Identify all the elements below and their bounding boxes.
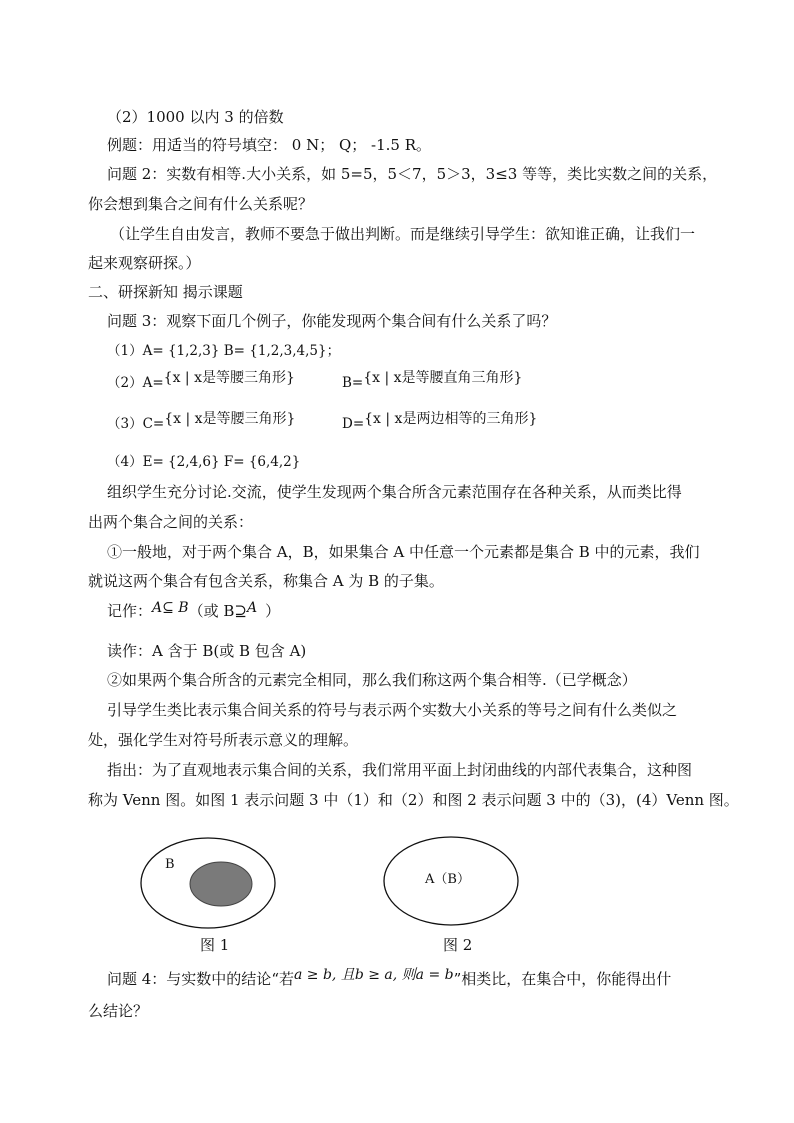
example-1: （1）A= {1,2,3} B= {1,2,3,4,5}； — [107, 343, 341, 359]
example-3-set-b: {x | x是两边相等的三角形} — [364, 411, 538, 427]
example-3-label-b: D= — [342, 416, 365, 432]
example-2-a — [107, 372, 295, 394]
notation-alt: （或 B⊇ — [188, 602, 247, 620]
notation-line — [107, 600, 280, 623]
question-4-formula: a ≥ b, 且b ≥ a, 则a = b — [293, 967, 454, 983]
example-2-label-a: （2）A= — [107, 375, 164, 391]
question-4-prefix: 问题 4：与实数中的结论“若 — [107, 970, 294, 988]
example-3-b — [342, 413, 537, 435]
question-4-line — [107, 968, 671, 991]
venn-intro-line: 指出：为了直观地表示集合间的关系，我们常用平面上封闭曲线的内部代表集合，这种图 — [107, 761, 693, 779]
venn-2-label: A（B） — [425, 872, 470, 887]
section-heading: 二、研探新知 揭示课题 — [88, 283, 243, 301]
question-3-line: 问题 3：观察下面几个例子，你能发现两个集合间有什么关系了吗？ — [107, 312, 557, 330]
example-4: （4）E= {2,4,6} F= {6,4,2} — [107, 454, 301, 470]
notation-prefix: 记作： — [107, 602, 153, 620]
question-4-cont: 么结论？ — [88, 1002, 149, 1020]
text-line-1: （2）1000 以内 3 的倍数 — [107, 108, 284, 126]
venn-1-label: B — [165, 857, 175, 872]
reading-line: 读作：A 含于 B(或 B 包含 A) — [107, 642, 307, 660]
guidance-cont: 处，强化学生对符号所表示意义的理解。 — [88, 731, 359, 749]
example-2-set-b: {x | x是等腰直角三角形} — [363, 370, 523, 386]
notation-close: ） — [265, 602, 281, 620]
note-cont: 起来观察研探。） — [88, 254, 201, 272]
example-3-label-a: （3）C= — [107, 416, 165, 432]
note-line: （让学生自由发言，教师不要急于做出判断。而是继续引导学生：欲知谁正确，让我们一 — [110, 225, 696, 243]
definition-line: ①一般地，对于两个集合 A，B，如果集合 A 中任意一个元素都是集合 B 中的元素，我们 — [107, 543, 700, 561]
example-2-b — [342, 372, 522, 394]
guidance-line: 引导学生类比表示集合间关系的符号与表示两个实数大小关系的等号之间有什么类似之 — [107, 701, 678, 719]
question-2-cont: 你会想到集合之间有什么关系呢？ — [88, 195, 314, 213]
figure-2-caption: 图 2 — [443, 936, 473, 954]
example-3-set-a: {x | x是等腰三角形} — [164, 411, 296, 427]
notation-subset: A⊆ B — [152, 600, 189, 616]
equality-line: ②如果两个集合所含的元素完全相同，那么我们称这两个集合相等.（已学概念） — [107, 671, 637, 689]
example-3-a — [107, 413, 295, 435]
venn-intro-cont: 称为 Venn 图。如图 1 表示问题 3 中（1）和（2）和图 2 表示问题 3 中的（3)，(4）Venn 图。 — [88, 791, 739, 809]
question-2-line: 问题 2：实数有相等.大小关系，如 5=5，5＜7，5＞3，3≤3 等等，类比实数之间的关系， — [107, 165, 718, 183]
notation-a: A — [246, 600, 258, 616]
venn-figure-1 — [138, 833, 278, 933]
example-2-label-b: B= — [342, 375, 364, 391]
inner-set-ellipse — [190, 862, 252, 906]
example-line: 例题：用适当的符号填空： 0 N； Q； -1.5 R。 — [107, 136, 432, 154]
discussion-line: 组织学生充分讨论.交流，使学生发现两个集合所含元素范围存在各种关系，从而类比得 — [107, 483, 682, 501]
question-4-suffix: ”相类比，在集合中，你能得出什 — [453, 970, 672, 988]
discussion-cont: 出两个集合之间的关系： — [88, 513, 254, 531]
example-2-set-a: {x | x是等腰三角形} — [163, 370, 295, 386]
definition-cont: 就说这两个集合有包含关系，称集合 A 为 B 的子集。 — [88, 572, 444, 590]
figure-1-caption: 图 1 — [200, 936, 230, 954]
